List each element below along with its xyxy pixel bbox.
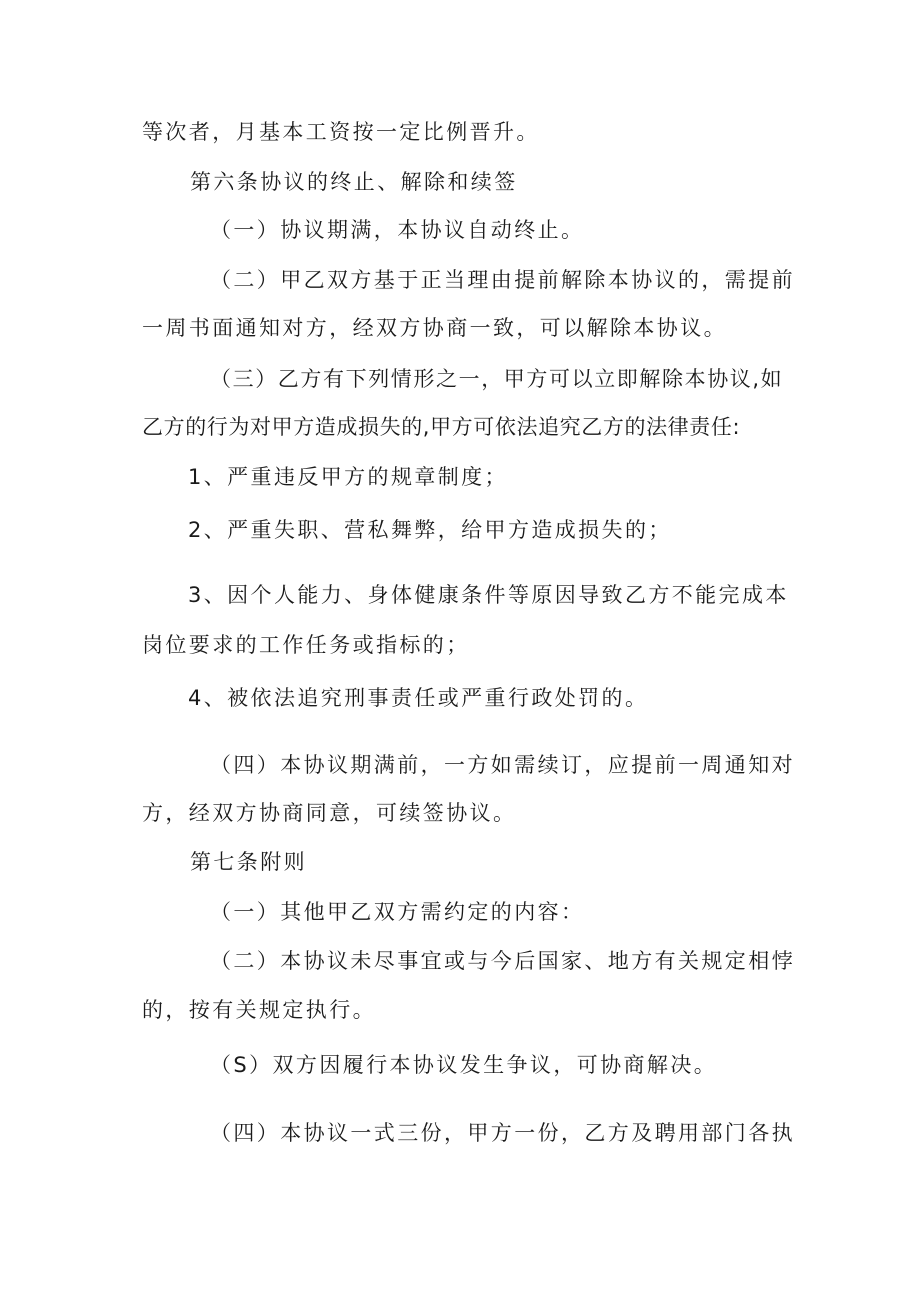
text-line-18: 的，按有关规定执行。 (142, 998, 376, 1022)
section-heading-6: 第六条协议的终止、解除和续签 (190, 170, 518, 194)
text-line-5: 一周书面通知对方，经双方协商一致，可以解除本协议。 (142, 316, 727, 340)
text-line-13: （四）本协议期满前，一方如需续订，应提前一周通知对 (210, 753, 795, 777)
list-item-4: 4、被依法追究刑事责任或严重行政处罚的。 (188, 686, 649, 710)
text-line-17: （二）本协议未尽事宜或与今后国家、地方有关规定相悖 (210, 949, 795, 973)
text-line-3: （一）协议期满，本协议自动终止。 (210, 218, 585, 242)
list-item-2: 2、严重失职、营私舞弊，给甲方造成损失的； (188, 518, 672, 542)
text-line-7: 乙方的行为对甲方造成损失的,甲方可依法追究乙方的法律责任: (142, 415, 741, 439)
text-line-4: （二）甲乙双方基于正当理由提前解除本协议的，需提前 (210, 268, 795, 292)
text-line-1: 等次者，月基本工资按一定比例晋升。 (142, 120, 540, 144)
list-item-1: 1、严重违反甲方的规章制度； (188, 465, 508, 489)
text-line-11: 岗位要求的工作任务或指标的； (142, 633, 470, 657)
text-line-6: （三）乙方有下列情形之一，甲方可以立即解除本协议,如 (210, 367, 784, 391)
text-line-16: （一）其他甲乙双方需约定的内容： (210, 900, 585, 924)
text-line-20: （四）本协议一式三份，甲方一份，乙方及聘用部门各执 (210, 1121, 795, 1145)
section-heading-7: 第七条附则 (190, 850, 307, 874)
text-line-14: 方，经双方协商同意，可续签协议。 (142, 801, 517, 825)
text-line-19: （S）双方因履行本协议发生争议，可协商解决。 (210, 1053, 718, 1077)
list-item-3: 3、因个人能力、身体健康条件等原因导致乙方不能完成本 (188, 583, 789, 607)
